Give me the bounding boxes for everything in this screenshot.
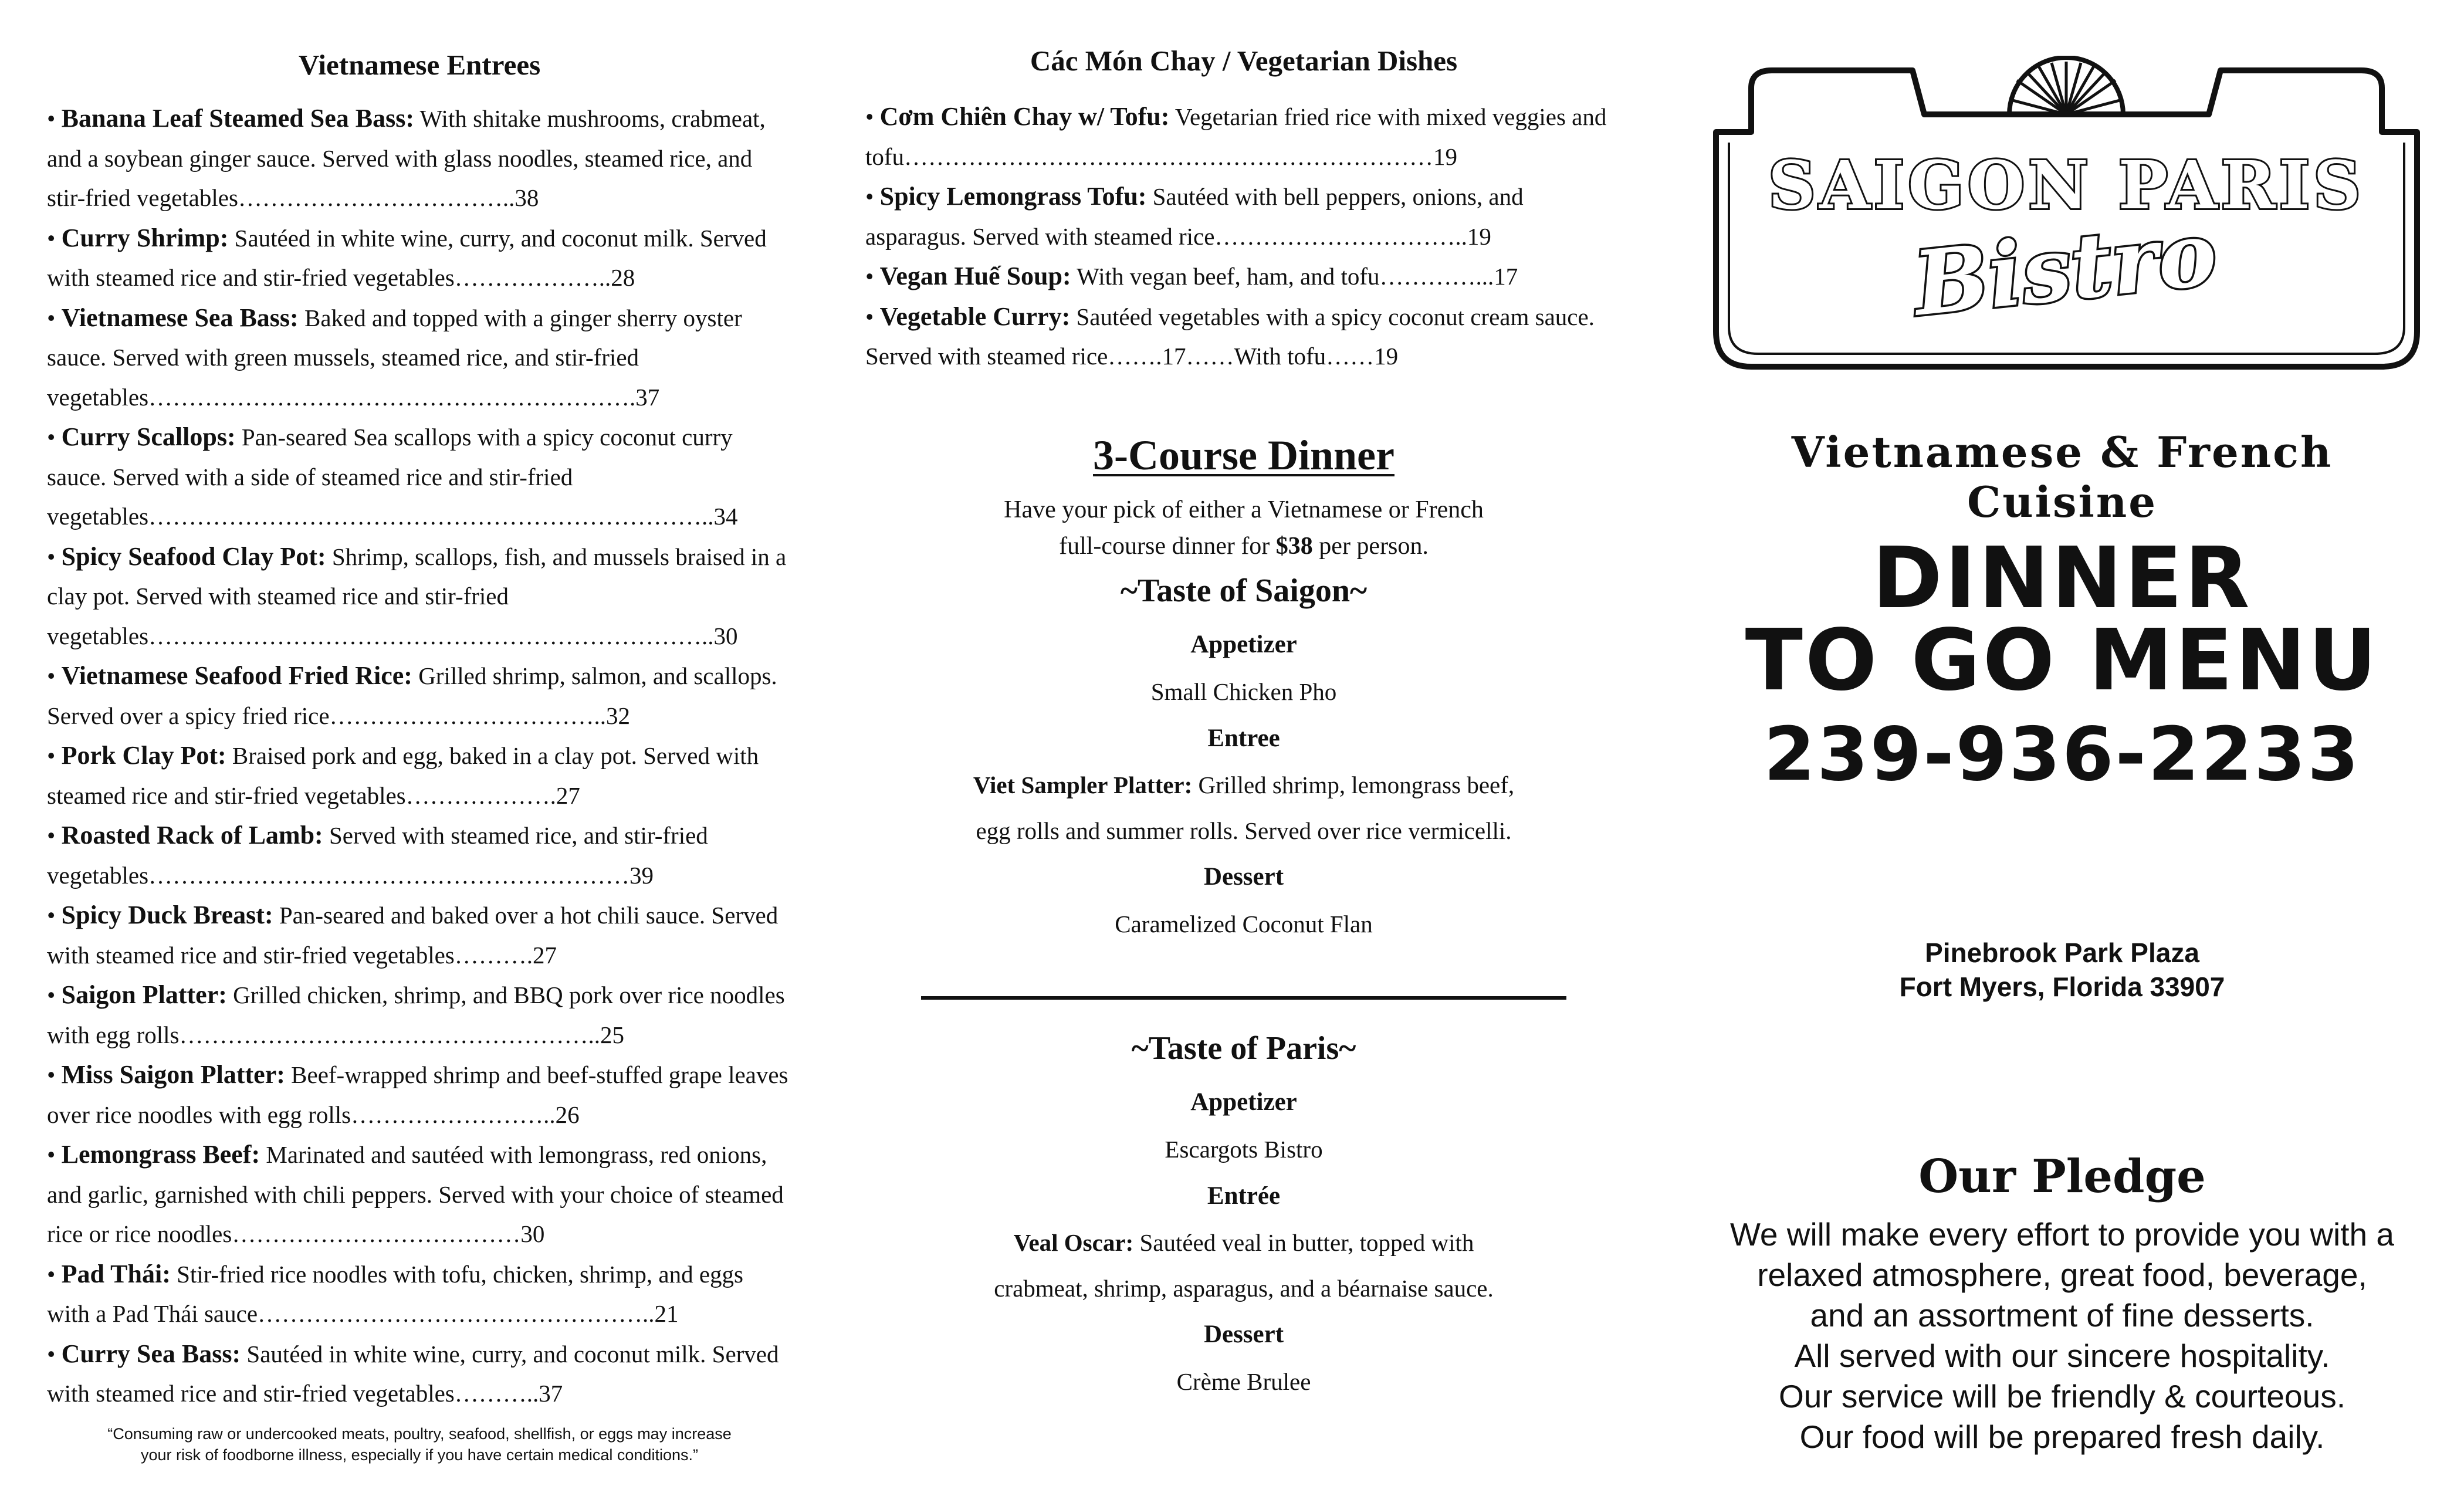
item-price-line xyxy=(330,702,631,729)
logo-name: SAIGON PARIS xyxy=(1768,147,2365,224)
item-name: Cơm Chiên Chay w/ Tofu: xyxy=(879,102,1170,131)
item-price: 37 xyxy=(635,383,660,411)
pledge-line: Our food will be prepared fresh daily. xyxy=(1799,1419,2325,1455)
dot-leader: ………………………………………………………… xyxy=(904,143,1434,170)
disclaimer-line: “Consuming raw or undercooked meats, poultry, seafood, shellfish, or eggs may increase xyxy=(107,1425,732,1443)
item-price-line xyxy=(904,143,1457,170)
dot-leader: ………. xyxy=(454,941,533,969)
taste-of-saigon-menu xyxy=(865,572,1622,947)
item-desc: Grilled shrimp, salmon, and scallops. Served over a spicy fried rice xyxy=(47,662,777,729)
dot-leader: …………………………………………….. xyxy=(179,1021,600,1048)
dot-leader: …………………………………………………… xyxy=(148,861,630,889)
item-name: Curry Sea Bass: xyxy=(61,1339,241,1368)
entrees-title: Vietnamese Entrees xyxy=(298,49,541,81)
menu-item: • Cơm Chiên Chay w/ Tofu: Vegetarian fried rice with mixed veggies and tofu…………………………………………………………19 xyxy=(865,102,1607,170)
item-price-line xyxy=(1108,343,1398,370)
dessert-label: Dessert xyxy=(1203,1321,1284,1348)
three-course-title: 3-Course Dinner xyxy=(1093,432,1395,479)
item-price: 25 xyxy=(600,1021,624,1048)
item-price: 34 xyxy=(713,503,738,530)
item-desc: Sautéed in white wine, curry, and coconut milk. Served with steamed rice and stir-fried vegetables xyxy=(47,1340,779,1407)
item-price-line xyxy=(179,1021,624,1048)
item-desc: Served with steamed rice, and stir-fried vegetables xyxy=(47,822,708,889)
dot-leader: …………………………….. xyxy=(238,184,515,211)
vegetarian-course-column xyxy=(865,0,1622,1496)
item-name: Pork Clay Pot: xyxy=(61,741,226,770)
dot-leader: ……………………………… xyxy=(232,1220,521,1247)
menu-item: • Spicy Duck Breast: Pan-seared and baked over a hot chili sauce. Served with steamed rice and stir-fried vegetables……….27 xyxy=(47,901,779,969)
pledge-line: and an assortment of fine desserts. xyxy=(1810,1297,2314,1333)
item-price-line xyxy=(238,184,539,211)
item-desc: With vegan beef, ham, and tofu xyxy=(1077,263,1380,290)
dot-leader: ……………….. xyxy=(454,264,611,291)
vegetarian-list xyxy=(865,97,1610,377)
pledge-text xyxy=(1690,1214,2435,1457)
dot-leader: …………………….. xyxy=(351,1101,556,1128)
item-name: Banana Leaf Steamed Sea Bass: xyxy=(61,104,414,133)
item-price: 37 xyxy=(539,1380,563,1407)
item-price: 19 xyxy=(1467,222,1491,250)
item-desc: Pan-seared and baked over a hot chili sauce. Served with steamed rice and stir-fried vegetables xyxy=(47,902,779,969)
item-price: 27 xyxy=(556,781,580,809)
food-safety-disclaimer xyxy=(47,1423,792,1465)
menu-item: • Roasted Rack of Lamb: Served with steamed rice, and stir-fried vegetables……………………………………………………39 xyxy=(47,821,708,889)
item-desc: Vegetarian fried rice with mixed veggies and tofu xyxy=(865,103,1607,170)
dot-leader: ……. xyxy=(1108,343,1162,370)
item-price: 21 xyxy=(654,1300,679,1327)
item-price-line xyxy=(258,1300,679,1327)
headline-line: TO GO MENU xyxy=(1745,611,2380,709)
item-price-line xyxy=(351,1101,580,1128)
appetizer-item: Escargots Bistro xyxy=(1165,1136,1323,1163)
entrees-column xyxy=(47,0,792,1496)
pledge-line: All served with our sincere hospitality. xyxy=(1794,1338,2330,1374)
menu-item: • Curry Shrimp: Sautéed in white wine, curry, and coconut milk. Served with steamed rice and stir-fried vegetables………………..28 xyxy=(47,223,767,291)
item-price: 28 xyxy=(611,264,635,291)
dessert-label: Dessert xyxy=(1203,863,1284,891)
item-name: Lemongrass Beef: xyxy=(61,1140,260,1169)
item-desc: Marinated and sautéed with lemongrass, red onions, and garlic, garnished with chili peppers. Served with your choice of steamed rice or rice noodles xyxy=(47,1141,784,1247)
course-desc-line xyxy=(865,528,1622,564)
appetizer-label: Appetizer xyxy=(1190,1088,1297,1116)
item-price-line xyxy=(1380,263,1518,290)
pledge-title: Our Pledge xyxy=(1918,1150,2206,1203)
menu-item: • Vietnamese Seafood Fried Rice: Grilled shrimp, salmon, and scallops. Served over a spicy fried rice……………………………..32 xyxy=(47,661,777,729)
menu-item: • Pork Clay Pot: Braised pork and egg, baked in a clay pot. Served with steamed rice and stir-fried vegetables……………….27 xyxy=(47,741,759,809)
tofu-option: ……With tofu……19 xyxy=(1186,343,1399,370)
item-price-line xyxy=(148,384,659,411)
menu-item: • Pad Thái: Stir-fried rice noodles with tofu, chicken, shrimp, and eggs with a Pad Thái sauce…………………………………………..21 xyxy=(47,1259,743,1327)
item-name: Vietnamese Sea Bass: xyxy=(61,303,299,332)
saigon-title: ~Taste of Saigon~ xyxy=(1120,573,1368,609)
item-name: Vegetable Curry: xyxy=(879,302,1071,331)
dot-leader: …………………………….. xyxy=(329,702,607,729)
item-price: 39 xyxy=(629,861,654,889)
entree-label: Entrée xyxy=(1207,1182,1281,1210)
dot-leader: ………………………………………….. xyxy=(258,1300,655,1327)
entree-name: Viet Sampler Platter: xyxy=(973,771,1193,798)
entree-label: Entree xyxy=(1207,725,1280,752)
three-course-description xyxy=(865,492,1622,564)
item-name: Curry Shrimp: xyxy=(61,223,229,252)
pledge-line: relaxed atmosphere, great food, beverage, xyxy=(1757,1257,2367,1293)
item-price: 26 xyxy=(555,1101,580,1128)
item-desc: Sautéed vegetables with a spicy coconut cream sauce. Served with steamed rice xyxy=(865,303,1595,370)
item-desc: With shitake mushrooms, crabmeat, and a soybean ginger sauce. Served with glass noodles, steamed rice, and stir-fried vegetables xyxy=(47,105,766,211)
entree-item xyxy=(865,762,1622,808)
item-price-line xyxy=(406,782,580,809)
menu-item: • Lemongrass Beef: Marinated and sautéed with lemongrass, red onions, and garlic, garnished with chili peppers. Served with your choice of steamed rice or rice noodles………………………………30 xyxy=(47,1140,784,1247)
course-desc-text: full-course dinner for xyxy=(1059,533,1276,560)
entree-desc: Grilled shrimp, lemongrass beef, xyxy=(1192,771,1515,798)
entree-item xyxy=(865,1220,1622,1265)
vegetarian-title: Các Món Chay / Vegetarian Dishes xyxy=(1030,45,1458,77)
item-price-line xyxy=(455,1380,563,1407)
item-desc: Baked and topped with a ginger sherry oyster sauce. Served with green mussels, steamed rice, and stir-fried vegetables xyxy=(47,304,742,411)
course-price: $38 xyxy=(1275,533,1313,560)
course-desc-text: per person. xyxy=(1312,533,1429,560)
menu-headline xyxy=(1690,529,2435,709)
menu-item: • Curry Scallops: Pan-seared Sea scallops with a spicy coconut curry sauce. Served with a side of steamed rice and stir-fried vegetables……………………………………………………………..34 xyxy=(47,422,738,530)
appetizer-label: Appetizer xyxy=(1190,631,1297,658)
dot-leader: …………... xyxy=(1379,263,1494,290)
item-name: Spicy Lemongrass Tofu: xyxy=(879,182,1147,211)
section-divider xyxy=(921,996,1566,1000)
item-price-line xyxy=(148,503,738,530)
item-price: 17 xyxy=(1162,343,1186,370)
address-line: Fort Myers, Florida 33907 xyxy=(1899,972,2225,1002)
item-price: 32 xyxy=(606,702,631,729)
restaurant-logo xyxy=(1704,56,2429,373)
menu-item: • Miss Saigon Platter: Beef-wrapped shrimp and beef-stuffed grape leaves over rice noodles with egg rolls……………………..26 xyxy=(47,1060,788,1128)
entree-desc: crabmeat, shrimp, asparagus, and a béarnaise sauce. xyxy=(994,1275,1494,1302)
item-price-line xyxy=(148,622,738,649)
item-price: 30 xyxy=(713,622,738,649)
phone-number: 239-936-2233 xyxy=(1764,711,2361,797)
menu-item: • Spicy Seafood Clay Pot: Shrimp, scallops, fish, and mussels braised in a clay pot. Served with steamed rice and stir-fried vegetables……………………………………………………………..30 xyxy=(47,541,787,649)
logo-bistro: Bistro xyxy=(1909,201,2222,336)
item-price-line xyxy=(232,1220,544,1247)
item-price: 17 xyxy=(1494,263,1518,290)
menu-item: • Curry Sea Bass: Sautéed in white wine, curry, and coconut milk. Served with steamed rice and stir-fried vegetables………..37 xyxy=(47,1339,779,1407)
paris-title: ~Taste of Paris~ xyxy=(1131,1030,1356,1067)
course-desc-line: Have your pick of either a Vietnamese or French xyxy=(1004,496,1484,523)
entrees-list xyxy=(47,99,789,1414)
item-name: Saigon Platter: xyxy=(61,980,227,1009)
item-desc: Stir-fried rice noodles with tofu, chicken, shrimp, and eggs with a Pad Thái sauce xyxy=(47,1260,743,1327)
entree-name: Veal Oscar: xyxy=(1013,1229,1134,1256)
dessert-item: Caramelized Coconut Flan xyxy=(1115,911,1373,937)
item-desc: Sautéed with bell peppers, onions, and asparagus. Served with steamed rice xyxy=(865,183,1524,250)
pledge-line: We will make every effort to provide you with a xyxy=(1729,1216,2395,1253)
menu-item: • Spicy Lemongrass Tofu: Sautéed with bell peppers, onions, and asparagus. Served with steamed rice…………………………..19 xyxy=(865,182,1524,250)
item-price: 38 xyxy=(515,184,539,211)
item-name: Spicy Seafood Clay Pot: xyxy=(61,541,326,571)
item-name: Vegan Huế Soup: xyxy=(879,262,1071,290)
address xyxy=(1690,936,2435,1004)
item-desc: Grilled chicken, shrimp, and BBQ pork over rice noodles with egg rolls xyxy=(47,981,785,1048)
item-name: Miss Saigon Platter: xyxy=(61,1060,285,1089)
menu-item: • Vietnamese Sea Bass: Baked and topped with a ginger sherry oyster sauce. Served with green mussels, steamed rice, and stir-fried vegetables…………………………………………………….37 xyxy=(47,303,742,411)
disclaimer-line: your risk of foodborne illness, especially if you have certain medical conditions.” xyxy=(141,1446,698,1464)
item-price-line xyxy=(455,942,557,969)
pledge-line: Our service will be friendly & courteous. xyxy=(1779,1378,2345,1414)
menu-item: • Vegetable Curry: Sautéed vegetables with a spicy coconut cream sauce. Served with steamed rice…….17……With tofu……19 xyxy=(865,302,1595,370)
sun-icon xyxy=(2009,57,2123,114)
cuisine-tagline: Vietnamese & French Cuisine xyxy=(1791,427,2333,527)
item-desc: Sautéed in white wine, curry, and coconut milk. Served with steamed rice and stir-fried vegetables xyxy=(47,224,767,291)
dot-leader: ………………. xyxy=(405,781,556,809)
headline-line: DINNER xyxy=(1872,529,2252,627)
dot-leader: ……….. xyxy=(454,1380,539,1407)
item-name: Roasted Rack of Lamb: xyxy=(61,821,323,849)
item-price-line xyxy=(455,264,635,291)
item-name: Pad Thái: xyxy=(61,1259,171,1288)
appetizer-item: Small Chicken Pho xyxy=(1150,678,1337,705)
dot-leader: ………………………….. xyxy=(1214,222,1467,250)
brand-column xyxy=(1690,0,2435,1496)
item-price: 19 xyxy=(1433,143,1458,170)
menu-item: • Banana Leaf Steamed Sea Bass: With shitake mushrooms, crabmeat, and a soybean ginger sauce. Served with glass noodles, steamed rice, and stir-fried vegetables……………………………..38 xyxy=(47,104,766,211)
item-price: 30 xyxy=(520,1220,545,1247)
menu-item: • Vegan Huế Soup: With vegan beef, ham, and tofu…………...17 xyxy=(865,262,1518,290)
entree-desc: egg rolls and summer rolls. Served over rice vermicelli. xyxy=(976,817,1512,844)
item-desc: Braised pork and egg, baked in a clay pot. Served with steamed rice and stir-fried vegetables xyxy=(47,742,759,809)
item-name: Spicy Duck Breast: xyxy=(61,901,273,929)
item-price-line xyxy=(148,862,654,889)
item-desc: Pan-seared Sea scallops with a spicy coconut curry sauce. Served with a side of steamed rice and stir-fried vegetables xyxy=(47,424,733,530)
dessert-item: Crème Brulee xyxy=(1176,1368,1311,1395)
item-price-line xyxy=(1214,223,1491,250)
item-name: Vietnamese Seafood Fried Rice: xyxy=(61,661,412,690)
item-desc: Shrimp, scallops, fish, and mussels braised in a clay pot. Served with steamed rice and stir-fried vegetables xyxy=(47,543,787,649)
address-line: Pinebrook Park Plaza xyxy=(1925,937,2199,968)
dot-leader: …………………………………………………………….. xyxy=(148,503,714,530)
dot-leader: ……………………………………………………. xyxy=(148,383,636,411)
dot-leader: …………………………………………………………….. xyxy=(148,622,714,649)
item-price: 27 xyxy=(533,941,557,969)
menu-item: • Saigon Platter: Grilled chicken, shrimp, and BBQ pork over rice noodles with egg rolls……………………………………………..25 xyxy=(47,980,785,1048)
taste-of-paris-menu xyxy=(865,1030,1622,1405)
item-desc: Beef-wrapped shrimp and beef-stuffed grape leaves over rice noodles with egg rolls xyxy=(47,1061,788,1128)
item-name: Curry Scallops: xyxy=(61,422,236,451)
entree-desc: Sautéed veal in butter, topped with xyxy=(1133,1229,1474,1256)
